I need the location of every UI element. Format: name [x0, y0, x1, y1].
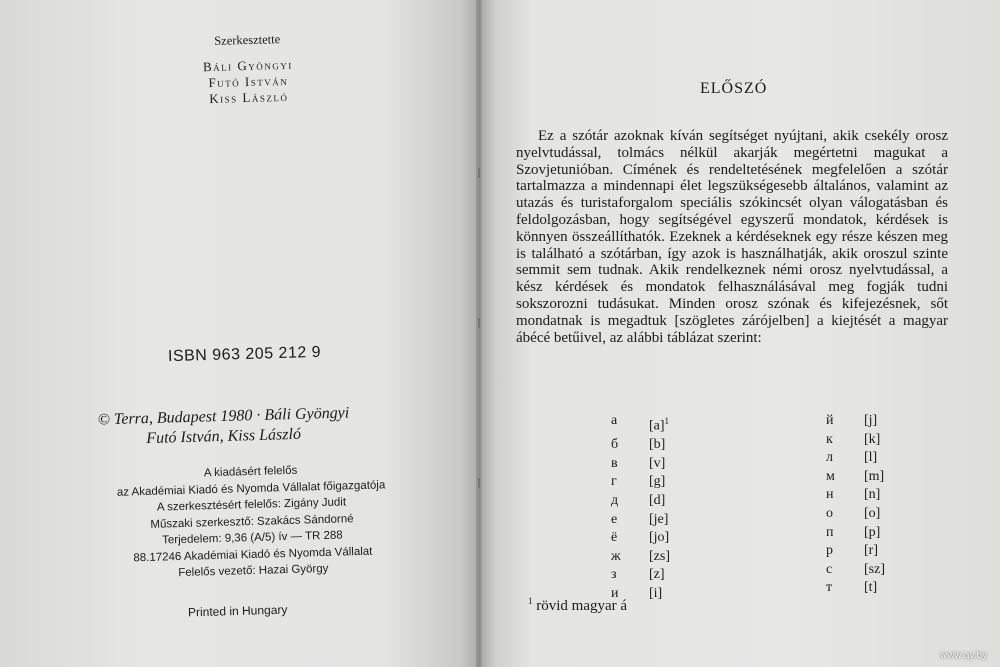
transcription — [649, 473, 709, 492]
cyrillic-letter: о — [826, 505, 833, 521]
transcription — [864, 542, 924, 561]
transcription-text: [n] — [864, 487, 881, 503]
cyrillic-letter: м — [826, 468, 835, 484]
transcription-text: [o] — [864, 505, 881, 521]
cyrillic-letter: и — [611, 586, 619, 601]
transcription — [864, 505, 924, 524]
alphabet-row — [826, 505, 924, 524]
imprint-line: Terjedelem: 9,36 (A/5) ív — TR 288 — [161, 529, 343, 547]
cyrillic-letter: п — [826, 524, 834, 540]
transcription — [864, 486, 924, 505]
transcription — [864, 449, 924, 468]
alphabet-row — [611, 473, 709, 492]
imprint-line: A kiadásért felelős — [203, 464, 298, 480]
transcription-text: [sz] — [864, 561, 885, 577]
footnote-mark: 1 — [664, 416, 670, 426]
alphabet-row — [826, 561, 924, 580]
alphabet-row — [611, 548, 709, 567]
transcription — [649, 548, 709, 567]
book-gutter — [476, 0, 482, 667]
binding-stitch — [478, 478, 480, 488]
transcription — [649, 585, 709, 604]
cyrillic-letter: к — [826, 431, 833, 447]
transcription-text: [je] — [649, 511, 669, 527]
transcription — [864, 468, 924, 487]
transcription — [649, 455, 709, 474]
cyrillic-letter: л — [826, 450, 833, 466]
alphabet-row — [826, 449, 924, 468]
transcription-text: [t] — [864, 580, 878, 596]
transcription — [864, 561, 924, 580]
imprint-line: 88.17246 Akadémiai Kiadó és Nyomda Vállalat — [133, 545, 373, 564]
alphabet-row — [826, 579, 924, 598]
transcription-text: [z] — [649, 567, 665, 583]
alphabet-column-right — [826, 412, 924, 598]
binding-stitch — [478, 318, 480, 328]
alphabet-row — [611, 492, 709, 511]
alphabet-row — [611, 436, 709, 455]
alphabet-row — [826, 524, 924, 543]
cyrillic-letter: ж — [611, 548, 621, 564]
transcription — [649, 436, 709, 455]
alphabet-row — [611, 455, 709, 474]
credits-block — [167, 30, 329, 108]
alphabet-row — [826, 486, 924, 505]
transcription-text: [b] — [649, 437, 666, 453]
transcription — [649, 412, 709, 436]
watermark: www.ay.by — [940, 650, 988, 661]
transcription-text: [r] — [864, 543, 878, 559]
alphabet-column-left — [611, 412, 709, 604]
transcription-text: [a] — [649, 418, 665, 434]
cyrillic-letter: в — [611, 455, 618, 471]
transcription-text: [p] — [864, 524, 881, 540]
printed-in: Printed in Hungary — [187, 602, 288, 620]
cyrillic-letter: н — [826, 487, 834, 503]
isbn: ISBN 963 205 212 9 — [167, 343, 322, 366]
copyright-notice — [98, 402, 419, 451]
credits-label: Szerkesztette — [214, 32, 281, 48]
cyrillic-letter: т — [826, 580, 833, 596]
footnote — [528, 596, 627, 615]
transcription-text: [i] — [649, 586, 663, 601]
alphabet-row — [826, 431, 924, 450]
alphabet-row — [611, 566, 709, 585]
cyrillic-letter: е — [611, 511, 618, 527]
cyrillic-letter: з — [611, 567, 617, 583]
transcription-text: [l] — [864, 450, 878, 466]
footnote-mark: 1 — [528, 596, 533, 606]
preface-body — [516, 128, 948, 346]
alphabet-row — [611, 529, 709, 548]
cyrillic-letter: й — [826, 413, 834, 428]
cyrillic-letter: б — [611, 437, 619, 453]
cyrillic-letter: г — [611, 474, 617, 490]
preface-title: ELŐSZÓ — [700, 80, 768, 97]
transcription — [649, 529, 709, 548]
transcription — [864, 431, 924, 450]
cyrillic-letter: а — [611, 413, 618, 428]
cyrillic-letter: с — [826, 561, 833, 577]
transcription-text: [jo] — [649, 530, 670, 546]
copyright-line: © Terra, Budapest 1980 · Báli Gyöngyi — [97, 404, 350, 429]
editor-name: Báli Gyöngyi — [202, 56, 294, 75]
transcription — [649, 511, 709, 530]
transcription-text: [zs] — [649, 548, 670, 564]
transcription-text: [v] — [649, 455, 666, 471]
imprint-line: az Akadémiai Kiadó és Nyomda Vállalat főigazgatója — [116, 478, 386, 499]
preface-paragraph: Ez a szótár azoknak kíván segítséget nyújtani, akik csekély orosz nyelvtudással, tolmács nélkül akarják megértetni magukat a Szovjetunióban. Címének és rendeltetésének megfelelően a szótár tartalmazza a mindennapi élet legszükségesebb általános, valamint az utazás és turistaforgalom speciális szókincsét olyan válogatásban és feldolgozásban, hogy segítségével egyszerű mondatok, kérdések is könnyen összeállíthatók. Ezeknek a kérdéseknek egy része készen meg is található a szótárban, így azok is használhatják, akik oroszul szinte semmit sem tudnak. Akik rendelkeznek némi orosz nyelvtudással, a kész kérdések és mondatok felhasználásával meg fogják tudni sokszorozni tudásukat. Minden orosz szónak és kifejezésnek, sőt mondatnak is megadtuk [szögletes zárójelben] a kiejtését a magyar ábécé betűivel, az alábbi táblázat szerint: — [516, 128, 948, 346]
transcription — [649, 492, 709, 511]
footnote-text: rövid magyar á — [536, 598, 628, 614]
transcription — [649, 566, 709, 585]
alphabet-row — [826, 468, 924, 487]
cyrillic-letter: ё — [611, 530, 618, 546]
left-page — [0, 0, 480, 667]
imprint-line: A szerkesztésért felelős: Zigány Judit — [156, 496, 347, 514]
transcription — [864, 412, 924, 431]
alphabet-row — [826, 542, 924, 561]
imprint-line: Műszaki szerkesztő: Szakács Sándorné — [150, 512, 354, 531]
transcription — [864, 524, 924, 543]
transcription-text: [g] — [649, 474, 666, 490]
copyright-line: Futó István, Kiss László — [146, 425, 302, 448]
alphabet-row — [611, 412, 709, 436]
alphabet-row — [611, 511, 709, 530]
alphabet-row — [826, 412, 924, 431]
imprint-line: Felelős vezető: Hazai György — [178, 562, 329, 580]
transcription-text: [m] — [864, 468, 885, 484]
transcription-text: [k] — [864, 431, 881, 447]
cyrillic-letter: д — [611, 493, 619, 509]
transcription — [864, 579, 924, 598]
editor-name: Kiss László — [209, 88, 289, 107]
transcription-text: [j] — [864, 413, 878, 428]
transcription-text: [d] — [649, 493, 666, 509]
editor-name: Futó István — [208, 72, 289, 91]
binding-stitch — [478, 168, 480, 178]
imprint-block — [70, 459, 433, 585]
cyrillic-letter: р — [826, 543, 833, 559]
